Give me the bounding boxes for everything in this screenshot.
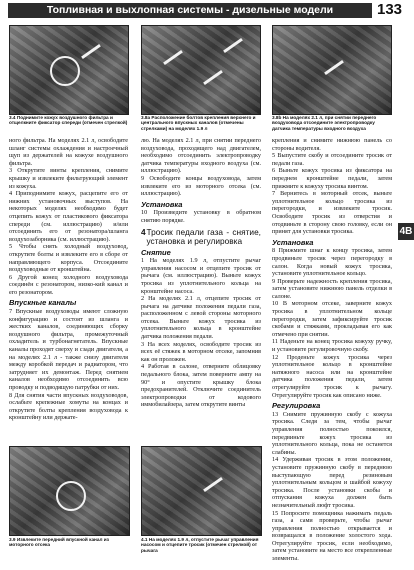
callout-arrow xyxy=(203,70,223,85)
paragraph: крепления и снимите нижнюю панель со стороны водителя. xyxy=(272,137,392,152)
photo-3-8a xyxy=(141,25,261,115)
photo-3-9 xyxy=(9,446,130,536)
chapter-tab: 4B xyxy=(398,223,414,240)
subheading-installation: Установка xyxy=(272,237,314,247)
callout-circle xyxy=(50,56,80,86)
paragraph: 10 В моторном отсеке, заверните кожух тросика в уплотнительном кольце перегородки, затем зафиксируйте тросик скобами и стяжками, прокладывая его как отмечено при снятии. xyxy=(272,300,392,338)
caption-4-1: 4.1 На моделях 1.9 л, отпустите рычаг управления насосом и отцепите тросик (отмечен стрелкой) от рычага xyxy=(141,537,259,553)
paragraph: 8 Прижмите шнаг к концу тросика, затем продвиньте тросик через перегородку в салон. Когда новый кожух тросика, установите уплотнительное кольцо. xyxy=(272,247,392,278)
text-column-1 xyxy=(9,137,128,441)
callout-arrow xyxy=(324,60,344,75)
paragraph: 10 Произведите установку в обратном снятию порядке. xyxy=(141,209,261,224)
paragraph: 12 Проденьте кожух тросика через уплотнительное кольцо в кронштейне натяжного насоса или на кронштейне датчика положения педали, затем отрегулируйте тросик к рычагу. Отрегулируйте тросик как описано ниже. xyxy=(272,353,392,399)
paragraph: 6 Выньте кожух тросика из фиксатора на переднем кронштейне педали, затем прижмите к кожуху тросика винтом. xyxy=(272,167,392,190)
paragraph: 5 Чтобы снять холодный воздуховод, открутите болты и извлеките его в сборе от направляющего корпуса. Отсоедините воздуховодные от кронштейна. xyxy=(9,243,128,274)
section-number: 4 xyxy=(141,226,146,237)
paragraph: ного фильтра. На моделях 2.1 л, освободите шланг системы охлаждения и настроечный щуп из держателей на кожухе воздушного фильтра. xyxy=(9,137,128,167)
section-title-4 xyxy=(141,228,261,246)
paragraph: 13 Снимите пружинную скобу с кожуха тросика. Следя за тем, чтобы рычаг управления полностью покоился, передвиньте кожух тросика из уплотнительного кольца, пока не останется слабины. xyxy=(272,410,392,456)
paragraph: 1 На моделях 1.9 л, отпустите рычаг управления насосом и отцепите тросик от рычага (см. иллюстрацию). Выньте кожух тросика из уплотнительного кольца на кронштейне насоса. xyxy=(141,257,261,295)
page-header xyxy=(0,0,414,22)
caption-3-4: 3.4 Поднимите кожух воздушного фильтра и отщелкните фиксатор спереди (отмечен стрелкой) xyxy=(9,115,128,126)
page-number: 133 xyxy=(377,1,403,18)
paragraph: 7 Вернитесь в моторный отсек, выньте уплотнительное кольцо тросика из перегородки, и извлеките тросик. Освободите тросик из отверстия и отодвиньте в сторону свою головку, если он принят для установки тросика. xyxy=(272,190,392,236)
callout-circle xyxy=(56,481,86,511)
paragraph: 4 Приподнимите кожух, расцепите его от нижних установочных выступов. На некоторых моделях необходимо будет отцепить кожух от пластикового фиксатора спереди (см. иллюстрацию) и/или отсоединить его от резонатора/шланга воздухозаборника (см. иллюстрацию). xyxy=(9,190,128,243)
paragraph: 15 Попросите помощника нажимать педаль газа, а сами проверьте, чтобы рычаг управления полностью открывается и возвращался в положение холостого хода. Отрегулируйте тросик, если необходимо, затем установите на место все открепленные элементы. xyxy=(272,509,392,561)
text-column-3 xyxy=(272,137,392,561)
subheading-adjustment: Регулировка xyxy=(272,401,321,411)
paragraph: 14 Удерживая тросик в этом положении, установите пружинную скобу в переднюю выступающую перед резиновым уплотнительным кольцом и шайбой кожуху тросика. После установки скобы и отпускания кожуха должен быть незначительный люфт тросика. xyxy=(272,456,392,509)
photo-3-8b xyxy=(272,25,392,115)
caption-3-8a: 3.8а Расположение болтов крепления верхнего и центрального впускных каналов (отмечены стрелками) на моделях 1.9 л xyxy=(141,115,256,131)
paragraph: 9 Освободите концы воздуховода, затем извлеките его из моторного отсека (см. иллюстрацию). xyxy=(141,174,261,198)
paragraph: 11 Наденьте на конец тросика кожуху ручку, и установите регулировочную скобу. xyxy=(272,338,392,354)
caption-3-8b: 3.8b На моделях 2.1 л, при снятии переднего воздуховода отсоедините электропроводку датчика температуры входного воздуха xyxy=(272,115,377,131)
callout-arrow xyxy=(81,44,101,59)
photo-4-1 xyxy=(141,446,262,536)
paragraph: 9 Проверьте надежность крепления тросика, затем установите нижнюю панель отделки в салоне. xyxy=(272,277,392,300)
paragraph: 7 Впускные воздуховоды имеют сложную конфигурацию и состоят из шланга и жестких каналов, соединяющих сборку воздушного фильтра, промежуточный охладитель и турбонагнетатель. Впускные каналы проходят сверху и сзади двигателя, а на моделях 2.1 л - также снизу двигателя между коробкой передач и радиатором, что затрудняет их демонтаж. Перед снятием каналов необходимо отсоединить всю проводку и подводящую патрубки от них. xyxy=(9,308,128,391)
subheading-installation: Установка xyxy=(141,199,183,209)
section-title-text: Тросик педали газа - снятие, установка и регулировка xyxy=(146,226,261,246)
paragraph: 8 Для снятия части впускных воздуховодов, ослабьте крепежные хомуты на концах и открутите болты крепления воздуховода к кронштейну или держате- xyxy=(9,391,128,422)
caption-3-9: 3.9 Извлеките передний впускной канал из моторного отсека xyxy=(9,537,109,548)
callout-arrow xyxy=(203,477,223,492)
page-title: Топливная и выхлопная системы - дизельные модели xyxy=(46,4,334,16)
paragraph: лю. На моделях 2.1 л, при снятии переднего воздуховода, проходящего над двигателем, необходимо отсоединить электропроводку датчика температуры входного воздуха (см. иллюстрацию). xyxy=(141,137,261,175)
callout-arrow xyxy=(223,38,243,53)
paragraph: 4 Работая в салоне, отверните облицовку педального блока, затем поверните ампу на 90° и опустите крышку блока предохранителей. Отключите соединитель электропроводки от кодового иммобилайзера, затем открутите винты xyxy=(141,363,261,409)
subheading-removal: Снятие xyxy=(141,247,171,257)
text-column-2 xyxy=(141,137,261,441)
callout-arrow xyxy=(163,50,183,65)
subheading-intake-ducts: Впускные каналы xyxy=(9,298,77,308)
paragraph: 6 Другой конец холодного воздуховода соединён с резонатором, низко-кий канал и его резонатором. xyxy=(9,273,128,296)
paragraph: 5 Выпустите скобу и отсоедините тросик от педали газа. xyxy=(272,152,392,167)
paragraph: 2 На моделях 2.1 л, отцепите тросик от рычага на датчике положения педали газа, расположенном с левой стороны моторного отсека. Выньте кожух тросика из уплотнительного кольца в кронштейне датчика положения педали. xyxy=(141,295,261,341)
paragraph: 3 На всех моделях, освободите тросик из всех её стяжек в моторном отсеке, запомнив как он проложен. xyxy=(141,340,261,363)
photo-3-4 xyxy=(9,25,129,115)
paragraph: 3 Открутите винты крепления, снимите крышку и извлеките фильтрующий элемент из кожуха. xyxy=(9,167,128,190)
